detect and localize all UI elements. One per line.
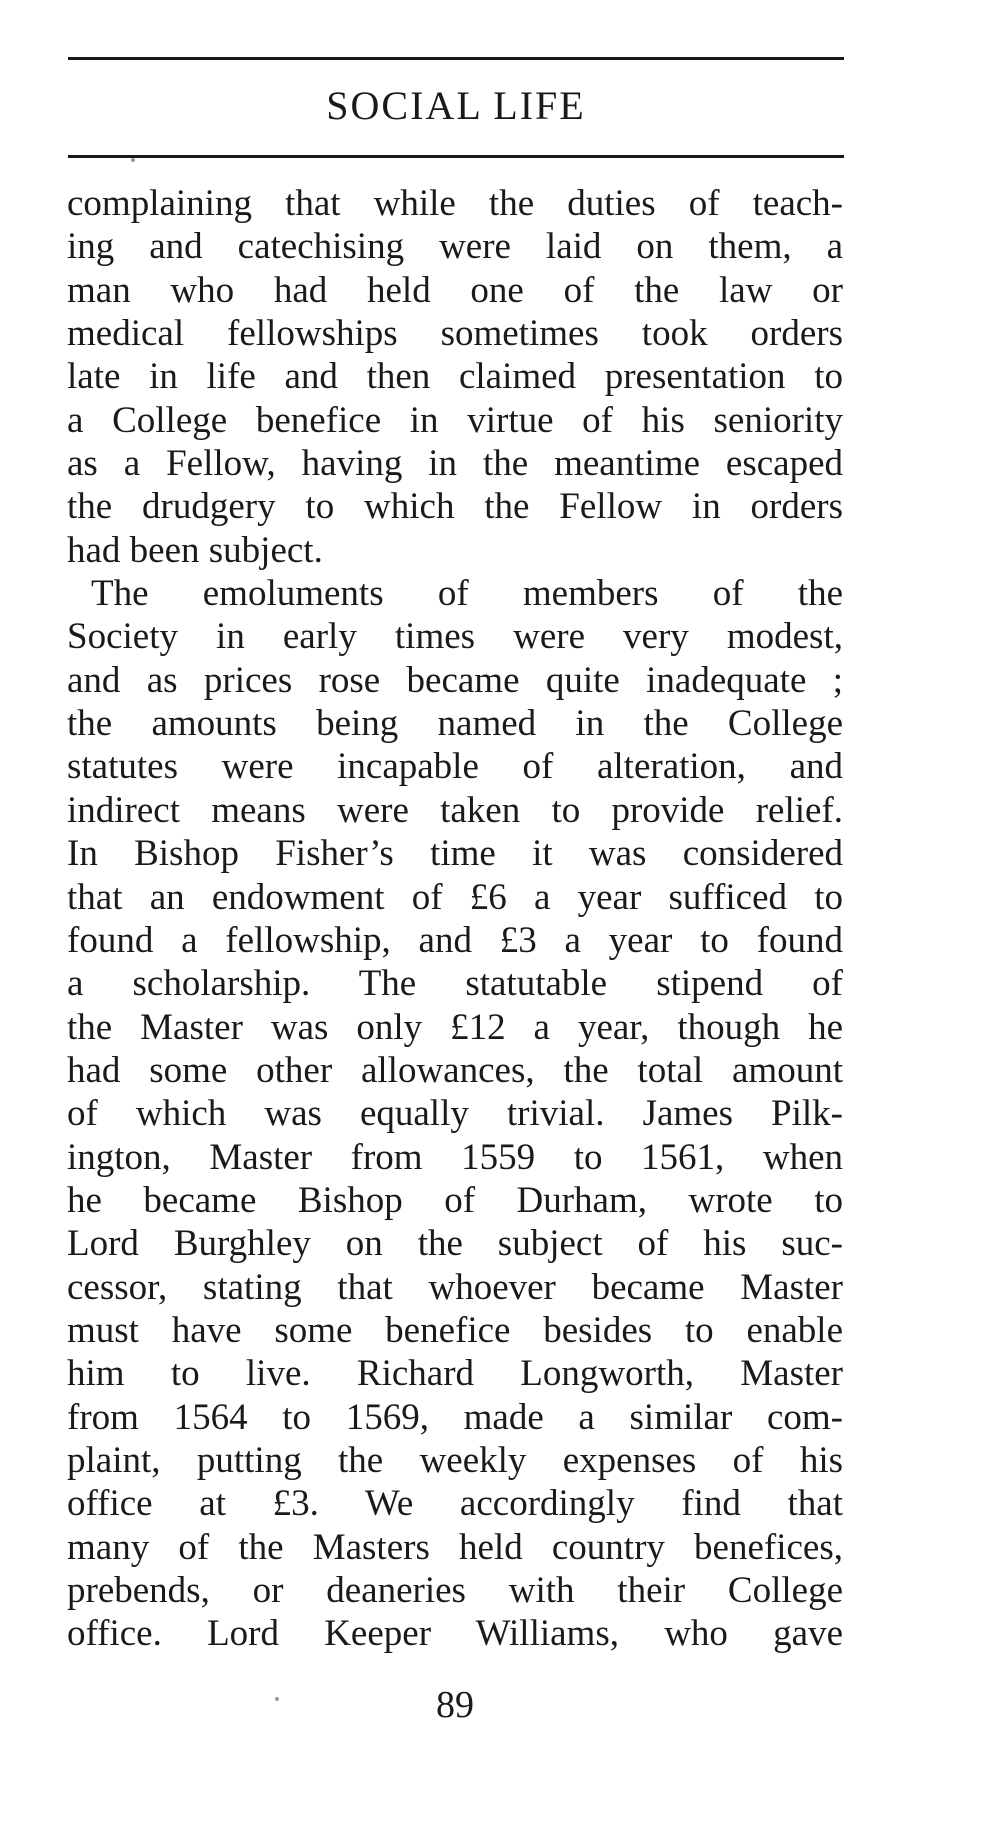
text-line: Society in early times were very modest,	[67, 616, 843, 658]
text-line: that an endowment of £6 a year sufficed to	[67, 876, 843, 918]
paragraph-2	[67, 572, 843, 1656]
text-line: office. Lord Keeper Williams, who gave	[67, 1613, 843, 1655]
text-line: The emoluments of members of the	[91, 573, 843, 615]
text-line: as a Fellow, having in the meantime escaped	[67, 443, 843, 485]
text-line: the Master was only £12 a year, though he	[67, 1006, 843, 1048]
text-line: a scholarship. The statutable stipend of	[67, 963, 843, 1005]
text-line: late in life and then claimed presentation to	[67, 356, 843, 398]
top-rule	[68, 57, 844, 60]
text-line: many of the Masters held country benefices,	[67, 1526, 843, 1568]
text-line: office at £3. We accordingly find that	[67, 1483, 843, 1525]
text-line: of which was equally trivial. James Pilk-	[67, 1093, 843, 1135]
text-line: a College benefice in virtue of his seniority	[67, 399, 843, 441]
page-number: 89	[436, 1684, 474, 1726]
text-line: the amounts being named in the College	[67, 703, 843, 745]
text-line: man who had held one of the law or	[67, 269, 843, 311]
text-line: he became Bishop of Durham, wrote to	[67, 1179, 843, 1221]
print-speck	[131, 158, 135, 162]
running-head: SOCIAL LIFE	[326, 83, 586, 128]
print-speck	[275, 1697, 279, 1701]
body-text	[67, 182, 843, 1656]
text-line: medical fellowships sometimes took orders	[67, 313, 843, 355]
text-line: complaining that while the duties of teach-	[67, 183, 843, 224]
text-line: plaint, putting the weekly expenses of his	[67, 1439, 843, 1481]
text-line: ing and catechising were laid on them, a	[67, 226, 843, 268]
text-line: statutes were incapable of alteration, and	[67, 746, 843, 788]
text-line: from 1564 to 1569, made a similar com-	[67, 1396, 843, 1438]
text-line: cessor, stating that whoever became Master	[67, 1266, 843, 1308]
text-line: had some other allowances, the total amount	[67, 1049, 843, 1091]
text-line: In Bishop Fisher’s time it was considered	[67, 833, 843, 875]
text-line: Lord Burghley on the subject of his suc-	[67, 1223, 843, 1265]
text-line: prebends, or deaneries with their College	[67, 1570, 843, 1611]
text-line: indirect means were taken to provide relief.	[67, 789, 843, 831]
text-line: found a fellowship, and £3 a year to found	[67, 919, 843, 961]
text-line: had been subject.	[67, 529, 323, 571]
text-line: must have some benefice besides to enable	[67, 1309, 843, 1351]
text-line: him to live. Richard Longworth, Master	[67, 1353, 843, 1395]
header-rule	[68, 155, 844, 158]
text-line: and as prices rose became quite inadequate ;	[67, 659, 843, 701]
paragraph-1	[67, 182, 843, 572]
text-line: the drudgery to which the Fellow in orders	[67, 486, 843, 528]
text-line: ington, Master from 1559 to 1561, when	[67, 1136, 843, 1178]
